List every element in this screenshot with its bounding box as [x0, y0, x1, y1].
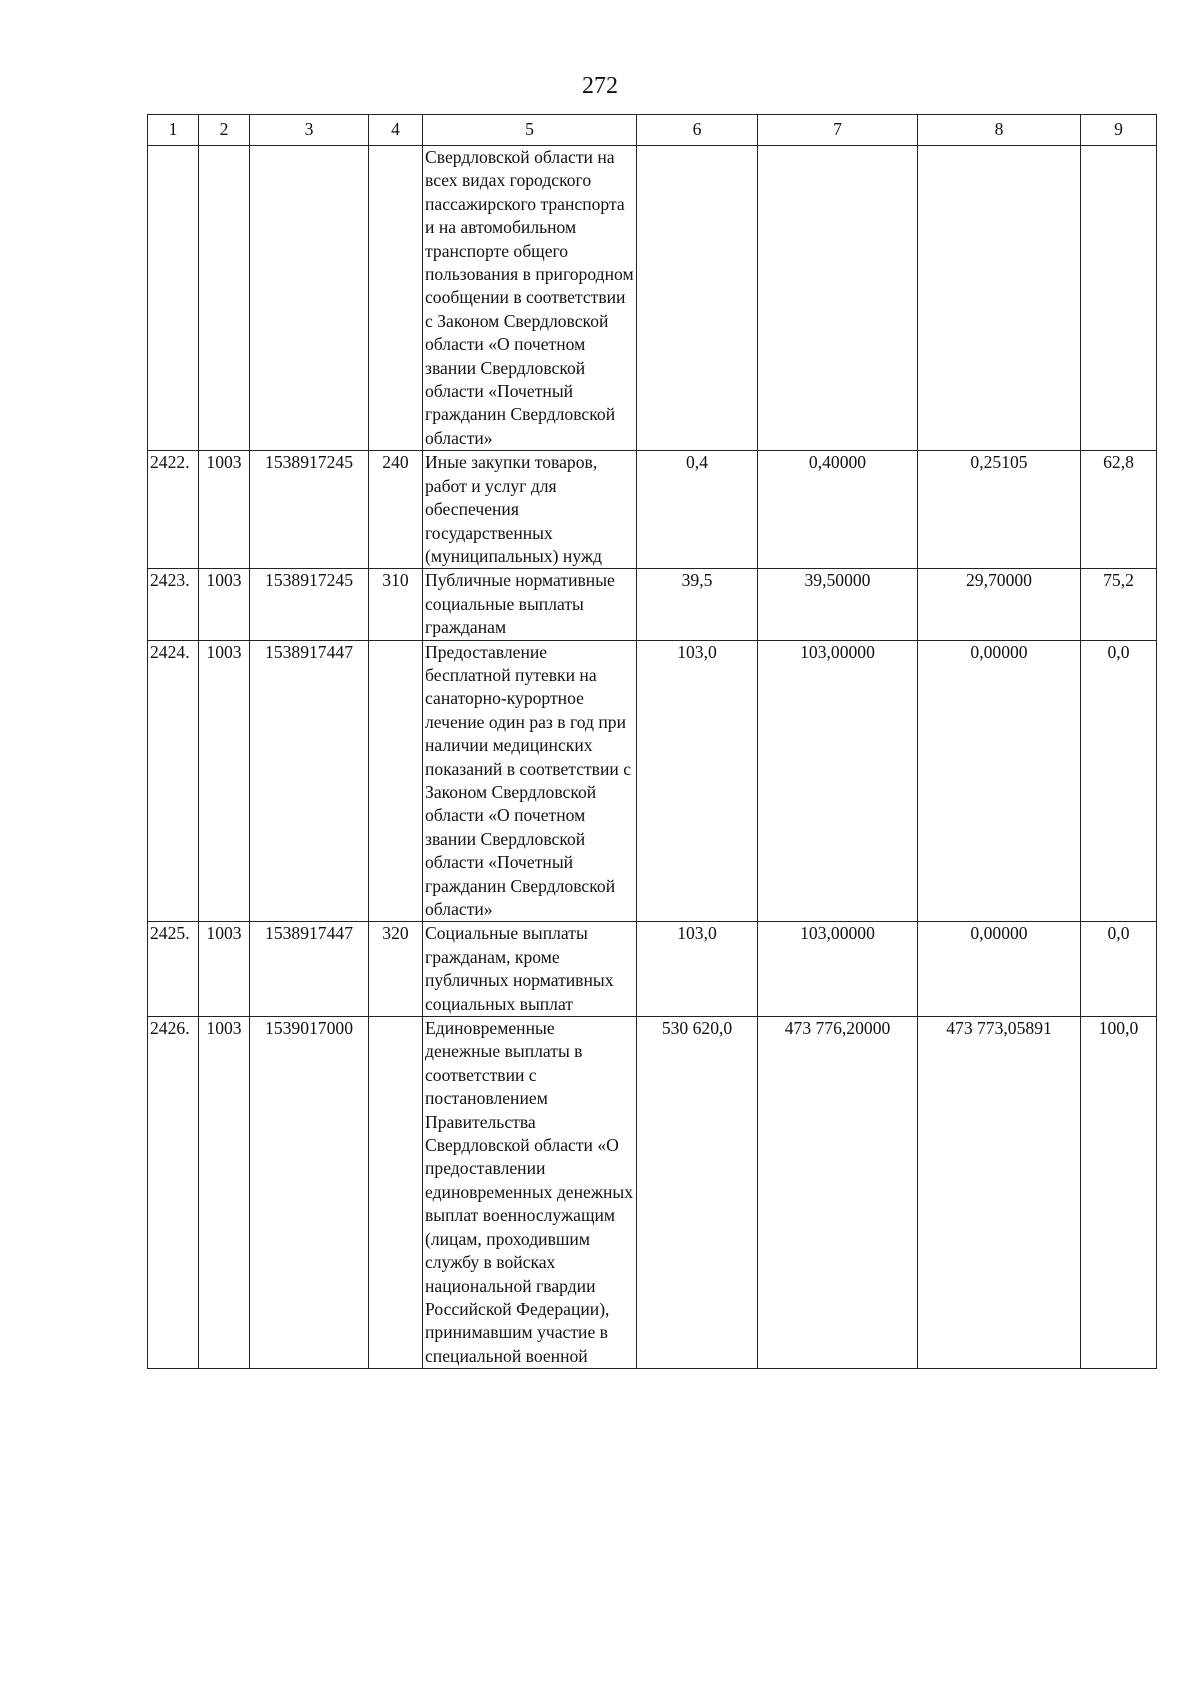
approved-value: 39,50000	[758, 569, 918, 640]
section-code: 1003	[199, 569, 250, 640]
table-row	[148, 569, 1157, 640]
expense-type-code	[369, 146, 423, 451]
page-number: 272	[582, 73, 618, 99]
table-row	[148, 922, 1157, 1017]
target-article-code: 1539017000	[250, 1017, 369, 1369]
plan-value: 103,0	[637, 640, 758, 922]
row-number: 2424.	[148, 640, 199, 922]
row-number: 2426.	[148, 1017, 199, 1369]
table-body	[148, 146, 1157, 1369]
section-code: 1003	[199, 1017, 250, 1369]
header-col-3: 3	[250, 115, 369, 146]
table-row	[148, 451, 1157, 569]
executed-value: 0,00000	[918, 640, 1081, 922]
expense-type-code	[369, 1017, 423, 1369]
percent-value: 100,0	[1081, 1017, 1157, 1369]
plan-value: 103,0	[637, 922, 758, 1017]
section-code: 1003	[199, 640, 250, 922]
target-article-code	[250, 146, 369, 451]
section-code: 1003	[199, 922, 250, 1017]
target-article-code: 1538917245	[250, 451, 369, 569]
row-number: 2422.	[148, 451, 199, 569]
percent-value	[1081, 146, 1157, 451]
percent-value: 0,0	[1081, 922, 1157, 1017]
approved-value: 473 776,20000	[758, 1017, 918, 1369]
header-col-9: 9	[1081, 115, 1157, 146]
percent-value: 0,0	[1081, 640, 1157, 922]
budget-table	[147, 114, 1157, 1369]
header-col-5: 5	[423, 115, 637, 146]
header-col-8: 8	[918, 115, 1081, 146]
header-col-7: 7	[758, 115, 918, 146]
plan-value: 530 620,0	[637, 1017, 758, 1369]
approved-value: 103,00000	[758, 640, 918, 922]
item-name: Предоставление бесплатной путевки на санаторно-курортное лечение один раз в год при наличии медицинских показаний в соответствии с Законом Свердловской области «О почетном звании Свердловской области «Почетный гражданин Свердловской области»	[423, 640, 637, 922]
table-row	[148, 1017, 1157, 1369]
row-number	[148, 146, 199, 451]
approved-value: 103,00000	[758, 922, 918, 1017]
executed-value	[918, 146, 1081, 451]
approved-value	[758, 146, 918, 451]
table-row	[148, 146, 1157, 451]
plan-value: 0,4	[637, 451, 758, 569]
expense-type-code: 240	[369, 451, 423, 569]
target-article-code: 1538917447	[250, 640, 369, 922]
plan-value	[637, 146, 758, 451]
executed-value: 473 773,05891	[918, 1017, 1081, 1369]
table-row	[148, 640, 1157, 922]
percent-value: 75,2	[1081, 569, 1157, 640]
table-header	[148, 115, 1157, 146]
target-article-code: 1538917245	[250, 569, 369, 640]
row-number: 2423.	[148, 569, 199, 640]
executed-value: 0,25105	[918, 451, 1081, 569]
approved-value: 0,40000	[758, 451, 918, 569]
item-name: Публичные нормативные социальные выплаты гражданам	[423, 569, 637, 640]
header-col-2: 2	[199, 115, 250, 146]
item-name: Свердловской области на всех видах городского пассажирского транспорта и на автомобильном транспорте общего пользования в пригородном сообщении в соответствии с Законом Свердловской области «О почетном звании Свердловской области «Почетный гражданин Свердловской области»	[423, 146, 637, 451]
expense-type-code	[369, 640, 423, 922]
header-col-6: 6	[637, 115, 758, 146]
executed-value: 0,00000	[918, 922, 1081, 1017]
expense-type-code: 310	[369, 569, 423, 640]
executed-value: 29,70000	[918, 569, 1081, 640]
section-code	[199, 146, 250, 451]
expense-type-code: 320	[369, 922, 423, 1017]
item-name: Социальные выплаты гражданам, кроме публичных нормативных социальных выплат	[423, 922, 637, 1017]
plan-value: 39,5	[637, 569, 758, 640]
header-col-4: 4	[369, 115, 423, 146]
row-number: 2425.	[148, 922, 199, 1017]
target-article-code: 1538917447	[250, 922, 369, 1017]
item-name: Иные закупки товаров, работ и услуг для обеспечения государственных (муниципальных) нужд	[423, 451, 637, 569]
percent-value: 62,8	[1081, 451, 1157, 569]
item-name: Единовременные денежные выплаты в соответствии с постановлением Правительства Свердловской области «О предоставлении единовременных денежных выплат военнослужащим (лицам, проходившим службу в войсках национальной гвардии Российской Федерации), принимавшим участие в специальной военной	[423, 1017, 637, 1369]
header-row	[148, 115, 1157, 146]
section-code: 1003	[199, 451, 250, 569]
header-col-1: 1	[148, 115, 199, 146]
